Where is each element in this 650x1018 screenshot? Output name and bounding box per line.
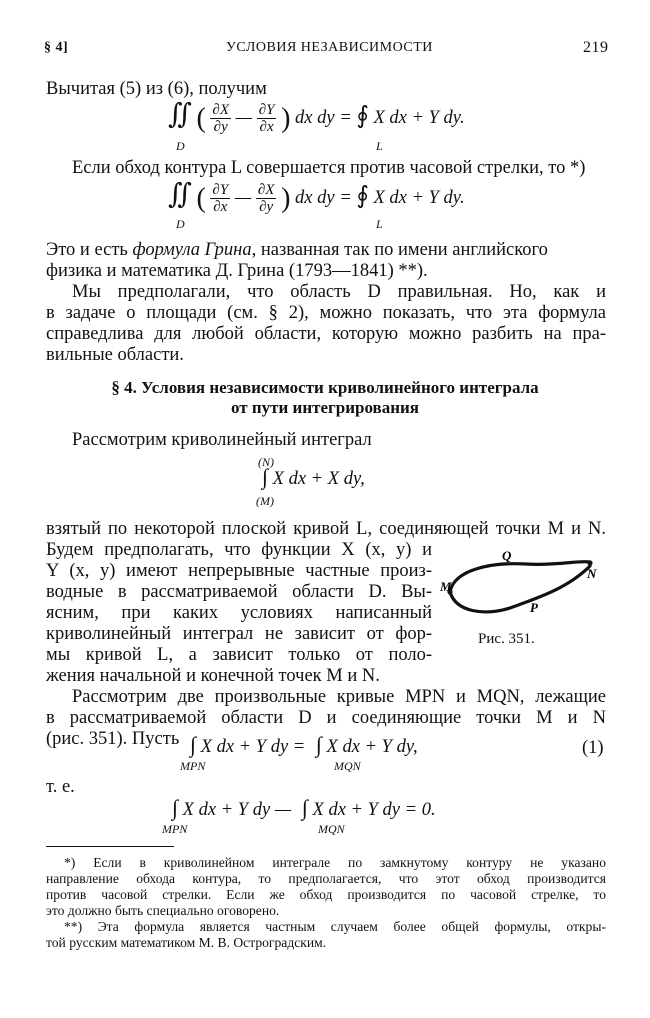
text-line: т. е. <box>46 777 75 797</box>
curve-MPN <box>450 566 590 612</box>
footnote-line: это должно быть специально оговорено. <box>46 903 280 918</box>
denominator: ∂x <box>213 199 228 216</box>
denominator: ∂x <box>259 119 274 136</box>
subscript-D: D <box>176 217 185 231</box>
numerator: ∂X <box>212 102 229 119</box>
label-P: P <box>530 600 538 615</box>
text-line: в задаче о площади (см. § 2), можно показать, что эта формула <box>46 303 606 323</box>
label-N: N <box>587 566 597 581</box>
denominator: ∂y <box>259 199 274 216</box>
subscript-L: L <box>376 217 383 231</box>
header-section: § 4] <box>44 40 69 55</box>
equation-line-integral <box>262 466 365 490</box>
minus-sign: — <box>234 188 252 208</box>
equation-1 <box>190 734 418 758</box>
fraction <box>210 102 231 135</box>
text-line: Рассмотрим две произвольные кривые MPN и MQN, лежащие <box>72 687 606 707</box>
text-run: Это и есть <box>46 240 133 260</box>
section-heading: § 4. Условия независимости криволинейного интеграла <box>111 378 539 397</box>
integral-sign: ∫ <box>172 795 179 820</box>
text-line: Вычитая (5) из (6), получим <box>46 79 267 99</box>
text-line: криволинейный интеграл не зависит от фор- <box>46 624 432 644</box>
header-title: УСЛОВИЯ НЕЗАВИСИМОСТИ <box>226 40 433 55</box>
equation-number: (1) <box>582 738 604 758</box>
text-line: водные в рассматриваемой области D. Вы- <box>46 582 432 602</box>
fraction <box>257 102 277 135</box>
differential: dx dy = <box>295 108 352 128</box>
text-line: мы кривой L, а зависит только от поло- <box>46 645 432 665</box>
numerator: ∂Y <box>258 102 275 119</box>
fraction <box>210 182 230 215</box>
path-subscript: MQN <box>334 759 361 773</box>
text-line: физика и математика Д. Грина (1793—1841) **). <box>46 261 428 281</box>
integrand: X dx + Y dy = <box>200 737 306 757</box>
contour-integral-sign: ∮ <box>356 103 369 129</box>
integral-sign: ∫ <box>262 464 269 489</box>
integrand: X dx + Y dy = 0. <box>312 800 436 820</box>
subscript-D: D <box>176 139 185 153</box>
rhs: X dx + Y dy. <box>373 188 465 208</box>
integrand: X dx + Y dy, <box>326 737 418 757</box>
text-line: справедлива для любой области, которую можно разбить на пра- <box>46 324 606 344</box>
subscript-L: L <box>376 139 383 153</box>
integral-sign: ∫ <box>190 732 197 757</box>
integrand: X dx + Y dy — <box>182 800 292 820</box>
footnote-line: **) Эта формула является частным случаем более общей формулы, откры- <box>64 919 606 934</box>
differential: dx dy = <box>295 188 352 208</box>
text-run: , названная так по имени английского <box>251 240 548 260</box>
denominator: ∂y <box>213 119 228 136</box>
fraction <box>256 182 277 215</box>
text-line: ясним, при каких условиях написанный <box>46 603 432 623</box>
figure-351 <box>440 546 610 636</box>
text-line: Будем предполагать, что функции X (x, y) и <box>46 540 432 560</box>
text-line: вильные области. <box>46 345 184 365</box>
equation-green-1: ∬ ( $\frac{\partial X}{\partial y}$ — $\frac{\partial Y}{\partial x}$ ) dx dy = ∮ X dx + Y dy. <box>168 99 465 136</box>
numerator: ∂Y <box>212 182 229 199</box>
section-heading: от пути интегрирования <box>230 398 420 417</box>
point-N <box>587 560 592 565</box>
text-line: взятый по некоторой плоской кривой L, соединяющей точки M и N. <box>46 519 606 539</box>
double-integral-sign: ∬ <box>168 179 192 210</box>
text-line: жения начальной и конечной точек M и N. <box>46 666 380 686</box>
rhs: X dx + Y dy. <box>373 108 465 128</box>
path-subscript: MQN <box>318 822 345 836</box>
footnote-line: той русским математиком М. В. Остроградским. <box>46 935 327 950</box>
integral-sign: ∫ <box>315 732 322 757</box>
equation-difference <box>172 797 436 821</box>
lower-limit: (M) <box>256 494 274 508</box>
integral-sign: ∫ <box>301 795 308 820</box>
page-number: 219 <box>583 39 609 56</box>
upper-limit: (N) <box>258 455 274 469</box>
path-subscript: MPN <box>162 822 188 836</box>
contour-integral-sign: ∮ <box>356 183 369 209</box>
text-line: Если обход контура L совершается против часовой стрелки, то *) <box>72 158 586 178</box>
integrand: X dx + X dy, <box>272 469 365 489</box>
italic-term: формула Грина <box>132 240 252 260</box>
curve-MQN <box>450 562 590 592</box>
footnote-line: *) Если в криволинейном интеграле по замкнутому контуру не указано <box>64 855 606 870</box>
double-integral-sign: ∬ <box>168 99 192 130</box>
equation-green-2: ∬ ( $\frac{\partial Y}{\partial x}$ — $\frac{\partial X}{\partial y}$ ) dx dy = ∮ X dx + Y dy. <box>168 179 465 216</box>
text-line: Мы предполагали, что область D правильная. Но, как и <box>72 282 606 302</box>
footnote-line: направление обхода контура, то предполагается, что этот обход производится <box>46 871 606 886</box>
paragraph-green-formula <box>46 240 606 261</box>
path-subscript: MPN <box>180 759 206 773</box>
minus-sign: — <box>235 108 253 128</box>
text-line: Рассмотрим криволинейный интеграл <box>72 430 372 450</box>
label-M: M <box>440 579 452 594</box>
text-line: в рассматриваемой области D и соединяющие точки M и N <box>46 708 606 728</box>
text-line: (рис. 351). Пусть <box>46 729 180 749</box>
footnote-line: против часовой стрелки. Если же обход производится по часовой стрелке, то <box>46 887 606 902</box>
text-line: Y (x, y) имеют непрерывные частные произ- <box>46 561 432 581</box>
footnote-rule <box>46 846 174 847</box>
numerator: ∂X <box>257 182 275 199</box>
figure-caption: Рис. 351. <box>478 631 535 647</box>
label-Q: Q <box>502 548 512 563</box>
